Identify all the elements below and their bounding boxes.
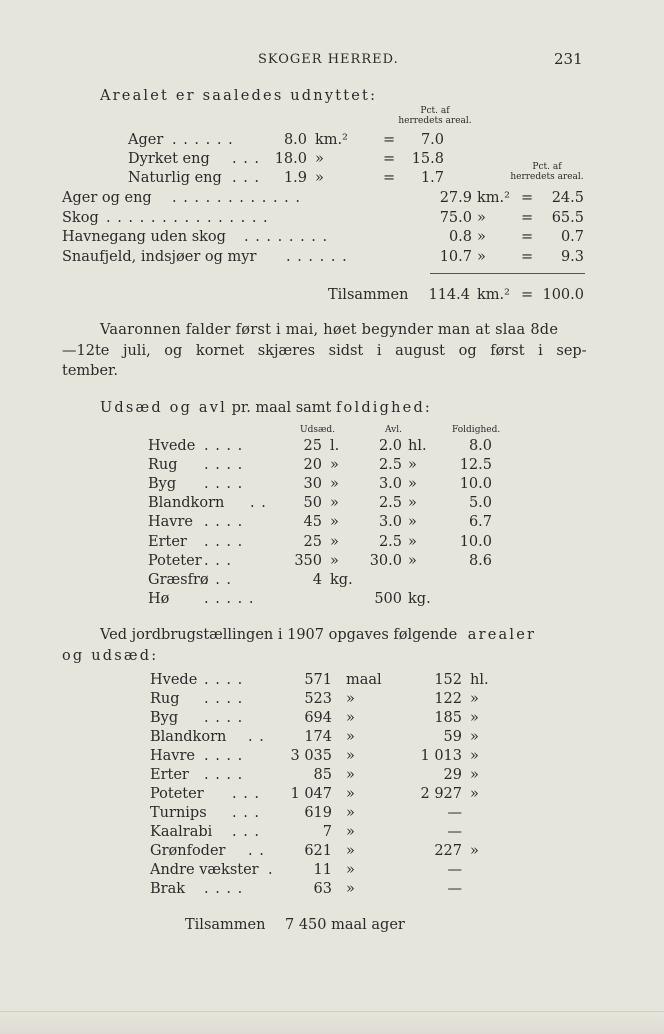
paragraph-line-2: —12te juli, og kornet skjæres sidst i august og først i sep- <box>62 343 587 359</box>
seed-row-fold: 10.0 <box>459 533 492 550</box>
census-row-area: 1 047 <box>290 786 332 802</box>
seed-row-seed: 25 <box>303 438 322 454</box>
pct-header2-line-2: herredets areal. <box>510 172 584 182</box>
census-row-seed: 152 <box>434 672 462 688</box>
area-main-label: Snaufjeld, indsjøer og myr <box>62 248 257 265</box>
census-intro <box>100 627 536 643</box>
area-sub-unit: » <box>315 151 324 167</box>
seed-row-label: Poteter <box>148 552 202 569</box>
seed-row-label: Græsfrø <box>148 571 209 588</box>
seed-row-dots: . . . . <box>204 457 244 474</box>
seed-row-dots: . . . <box>204 552 233 569</box>
seed-row-seed-unit: » <box>330 457 339 474</box>
census-row-seed-unit: » <box>470 729 479 745</box>
census-row-area-unit: » <box>346 805 355 821</box>
census-row-area: 11 <box>313 862 332 878</box>
census-row-label: Byg <box>150 710 179 726</box>
seed-row-seed-unit: » <box>330 476 339 493</box>
area-main-eq: = <box>521 229 534 245</box>
census-intro-b: arealer <box>467 627 537 643</box>
census-row-area-unit: » <box>346 748 355 764</box>
seed-row-label: Rug <box>148 457 178 474</box>
census-row-area-unit: » <box>346 767 355 783</box>
area-main-dots: . . . . . . . . . . . . <box>172 190 302 206</box>
seed-row-yield: 30.0 <box>369 552 402 569</box>
seed-row-label: Hø <box>148 590 170 607</box>
census-row-label: Brak <box>150 881 186 897</box>
seed-row-fold: 8.0 <box>468 438 492 454</box>
area-main-pct: 24.5 <box>551 190 584 206</box>
census-row-area: 621 <box>304 843 332 859</box>
seed-row-fold: 10.0 <box>459 476 492 493</box>
census-row-label: Havre <box>150 748 195 764</box>
area-sub-label: Dyrket eng <box>128 151 210 167</box>
area-sub-label: Naturlig eng <box>128 170 222 186</box>
area-main-value: 0.8 <box>448 229 472 245</box>
seed-row-dots: . . <box>250 495 267 512</box>
census-row-dots: . . . . <box>204 710 244 726</box>
seed-row-yield: 3.0 <box>378 476 402 493</box>
seed-row-dots: . . . . . <box>204 590 255 607</box>
area-main-dots: . . . . . . . . . . . . . . . <box>106 209 269 226</box>
area-main-dots: . . . . . . . . <box>244 229 329 245</box>
seed-row-fold: 12.5 <box>459 457 492 474</box>
seed-row-yield: 2.0 <box>378 438 402 454</box>
seed-row-seed-unit: l. <box>330 438 340 454</box>
area-heading: Arealet er saaledes udnyttet: <box>100 88 378 104</box>
census-row-dots: . . . <box>232 805 261 821</box>
census-row-seed-unit: hl. <box>470 672 489 688</box>
census-row-seed: — <box>447 805 462 821</box>
area-sub-eq: = <box>383 151 396 167</box>
seed-row-yield-unit: hl. <box>408 438 427 454</box>
seed-heading-b: pr. maal samt <box>231 400 332 416</box>
census-row-area-unit: » <box>346 710 355 726</box>
seed-row-label: Hvede <box>148 438 196 454</box>
seed-heading-a: Udsæd og avl <box>100 400 227 416</box>
census-row-label: Hvede <box>150 672 198 688</box>
area-total-eq: = <box>521 287 534 303</box>
area-total-unit: km.² <box>477 287 510 303</box>
seed-row-yield: 2.5 <box>378 457 402 474</box>
area-sub-eq: = <box>383 170 396 186</box>
census-row-area-unit: » <box>346 881 355 897</box>
census-row-seed: 1 013 <box>420 748 462 764</box>
seed-row-seed-unit: » <box>330 514 339 531</box>
seed-row-seed-unit: » <box>330 552 339 569</box>
area-sub-pct: 7.0 <box>420 132 444 148</box>
census-row-dots: . . . . <box>204 691 244 707</box>
census-row-area: 523 <box>304 691 332 707</box>
seed-row-dots: . . . . <box>204 533 244 550</box>
census-row-seed-unit: » <box>470 767 479 783</box>
seed-row-label: Blandkorn <box>148 495 225 512</box>
census-row-seed: 185 <box>434 710 462 726</box>
census-row-label: Kaalrabi <box>150 824 213 840</box>
census-row-label: Poteter <box>150 786 204 802</box>
seed-row-fold: 5.0 <box>468 495 492 512</box>
census-row-seed: — <box>447 862 462 878</box>
census-intro-c: og udsæd: <box>62 648 159 664</box>
census-row-label: Turnips <box>150 805 207 821</box>
pct-header-line-2: herredets areal. <box>398 116 472 126</box>
seed-row-yield-unit: » <box>408 552 417 569</box>
seed-row-yield: 2.5 <box>378 495 402 512</box>
census-row-area: 174 <box>304 729 332 745</box>
area-sub-pct: 15.8 <box>411 151 444 167</box>
seed-row-seed-unit: » <box>330 495 339 512</box>
area-main-eq: = <box>521 209 534 226</box>
paragraph-line-3: tember. <box>62 363 118 379</box>
census-row-dots: . . . . <box>204 881 244 897</box>
seed-row-yield-unit: » <box>408 514 417 531</box>
census-row-seed: — <box>447 824 462 840</box>
col-header-foldighed: Foldighed. <box>452 425 501 435</box>
seed-row-fold: 6.7 <box>468 514 492 531</box>
pct-header-line-1: Pct. af <box>420 106 450 116</box>
total-rule <box>430 273 585 274</box>
paragraph-line-1: Vaaronnen falder først i mai, høet begynder man at slaa 8de <box>100 322 559 338</box>
census-row-dots: . . <box>248 729 265 745</box>
area-main-dots: . . . . . . <box>286 248 348 265</box>
seed-row-label: Erter <box>148 533 187 550</box>
area-total-pct: 100.0 <box>542 287 584 303</box>
census-row-area: 63 <box>313 881 332 897</box>
census-row-seed-unit: » <box>470 748 479 764</box>
seed-row-label: Havre <box>148 514 193 531</box>
area-main-eq: = <box>521 190 534 206</box>
census-row-seed: 227 <box>434 843 462 859</box>
col-header-avl: Avl. <box>385 425 402 435</box>
area-main-unit: » <box>477 229 486 245</box>
census-row-seed: 2 927 <box>420 786 462 802</box>
seed-row-seed: 45 <box>303 514 322 531</box>
area-main-eq: = <box>521 248 534 265</box>
pct-column-header <box>385 106 485 126</box>
census-row-seed: 29 <box>443 767 462 783</box>
census-row-seed-unit: » <box>470 691 479 707</box>
page-number: 231 <box>554 50 583 68</box>
area-total-value: 114.4 <box>428 287 470 303</box>
census-row-area: 694 <box>304 710 332 726</box>
area-sub-unit: km.² <box>315 132 348 148</box>
seed-row-seed-unit: » <box>330 533 339 550</box>
seed-row-yield: 3.0 <box>378 514 402 531</box>
census-total-label: Tilsammen <box>185 917 266 933</box>
seed-row-yield-unit: » <box>408 533 417 550</box>
area-main-value: 75.0 <box>439 209 472 226</box>
seed-heading-c: foldighed: <box>335 400 433 416</box>
seed-row-dots: . . . . <box>204 514 244 531</box>
seed-row-yield-unit: » <box>408 457 417 474</box>
census-row-dots: . . . <box>232 824 261 840</box>
area-total-label: Tilsammen <box>328 287 409 303</box>
area-sub-pct: 1.7 <box>420 170 444 186</box>
area-main-unit: » <box>477 248 486 265</box>
area-sub-eq: = <box>383 132 396 148</box>
seed-row-dots: . . . <box>204 571 233 588</box>
census-row-area: 7 <box>322 824 332 840</box>
running-header-title: SKOGER HERRED. <box>258 52 399 67</box>
seed-row-seed: 50 <box>303 495 322 512</box>
census-intro-a: Ved jordbrugstællingen i 1907 opgaves følgende <box>100 627 458 643</box>
census-row-label: Rug <box>150 691 180 707</box>
area-main-unit: km.² <box>477 190 510 206</box>
seed-row-dots: . . . . <box>204 476 244 493</box>
census-row-seed: 59 <box>443 729 462 745</box>
col-header-udsaed: Udsæd. <box>300 425 336 435</box>
census-row-seed: — <box>447 881 462 897</box>
census-row-area: 619 <box>304 805 332 821</box>
area-sub-dots: . . . <box>232 170 261 186</box>
seed-row-label: Byg <box>148 476 177 493</box>
area-main-label: Skog <box>62 209 99 226</box>
area-main-pct: 9.3 <box>560 248 584 265</box>
seed-row-dots: . . . . <box>204 438 244 454</box>
area-sub-dots: . . . <box>232 151 261 167</box>
census-row-seed-unit: » <box>470 710 479 726</box>
census-row-dots: . . . . <box>204 672 244 688</box>
seed-row-seed: 350 <box>294 552 322 569</box>
seed-row-yield-unit: kg. <box>408 590 431 607</box>
seed-row-seed-unit: kg. <box>330 571 353 588</box>
area-main-label: Ager og eng <box>62 190 152 206</box>
area-sub-unit: » <box>315 170 324 186</box>
census-row-area-unit: maal <box>346 672 382 688</box>
census-row-label: Grønfoder <box>150 843 226 859</box>
census-row-label: Blandkorn <box>150 729 227 745</box>
area-sub-dots: . . . . . . <box>172 132 234 148</box>
area-main-label: Havnegang uden skog <box>62 229 226 245</box>
seed-row-yield-unit: » <box>408 476 417 493</box>
area-sub-value: 1.9 <box>283 170 307 186</box>
census-row-area: 571 <box>304 672 332 688</box>
pct-column-header-2 <box>492 162 602 182</box>
area-main-pct: 0.7 <box>560 229 584 245</box>
seed-row-fold: 8.6 <box>468 552 492 569</box>
page-bottom-edge <box>0 1011 664 1034</box>
seed-row-yield-unit: » <box>408 495 417 512</box>
census-total-value: 7 450 maal ager <box>285 917 405 933</box>
census-row-area: 3 035 <box>290 748 332 764</box>
seed-row-seed: 25 <box>303 533 322 550</box>
census-row-seed: 122 <box>434 691 462 707</box>
census-row-label: Erter <box>150 767 189 783</box>
census-row-dots: . . . . <box>204 748 244 764</box>
census-row-area-unit: » <box>346 729 355 745</box>
census-row-dots: . . . . <box>204 767 244 783</box>
census-row-area-unit: » <box>346 862 355 878</box>
area-main-value: 27.9 <box>439 190 472 206</box>
census-row-dots: . . . <box>232 786 261 802</box>
census-row-label: Andre vækster <box>150 862 259 878</box>
census-row-area: 85 <box>313 767 332 783</box>
area-sub-label: Ager <box>128 132 164 148</box>
area-sub-value: 18.0 <box>274 151 307 167</box>
census-row-dots: . . <box>248 843 265 859</box>
seed-row-seed: 20 <box>303 457 322 474</box>
seed-row-yield: 2.5 <box>378 533 402 550</box>
census-row-seed-unit: » <box>470 786 479 802</box>
census-row-area-unit: » <box>346 824 355 840</box>
area-main-value: 10.7 <box>439 248 472 265</box>
seed-heading <box>100 400 432 416</box>
seed-row-seed: 30 <box>303 476 322 493</box>
census-row-area-unit: » <box>346 786 355 802</box>
area-sub-value: 8.0 <box>283 132 307 148</box>
seed-row-yield: 500 <box>374 590 402 607</box>
seed-row-seed: 4 <box>312 571 322 588</box>
census-row-dots: . <box>268 862 274 878</box>
census-row-area-unit: » <box>346 691 355 707</box>
pct-header2-line-1: Pct. af <box>532 162 562 172</box>
area-main-unit: » <box>477 209 486 226</box>
census-row-seed-unit: » <box>470 843 479 859</box>
area-main-pct: 65.5 <box>551 209 584 226</box>
census-row-area-unit: » <box>346 843 355 859</box>
